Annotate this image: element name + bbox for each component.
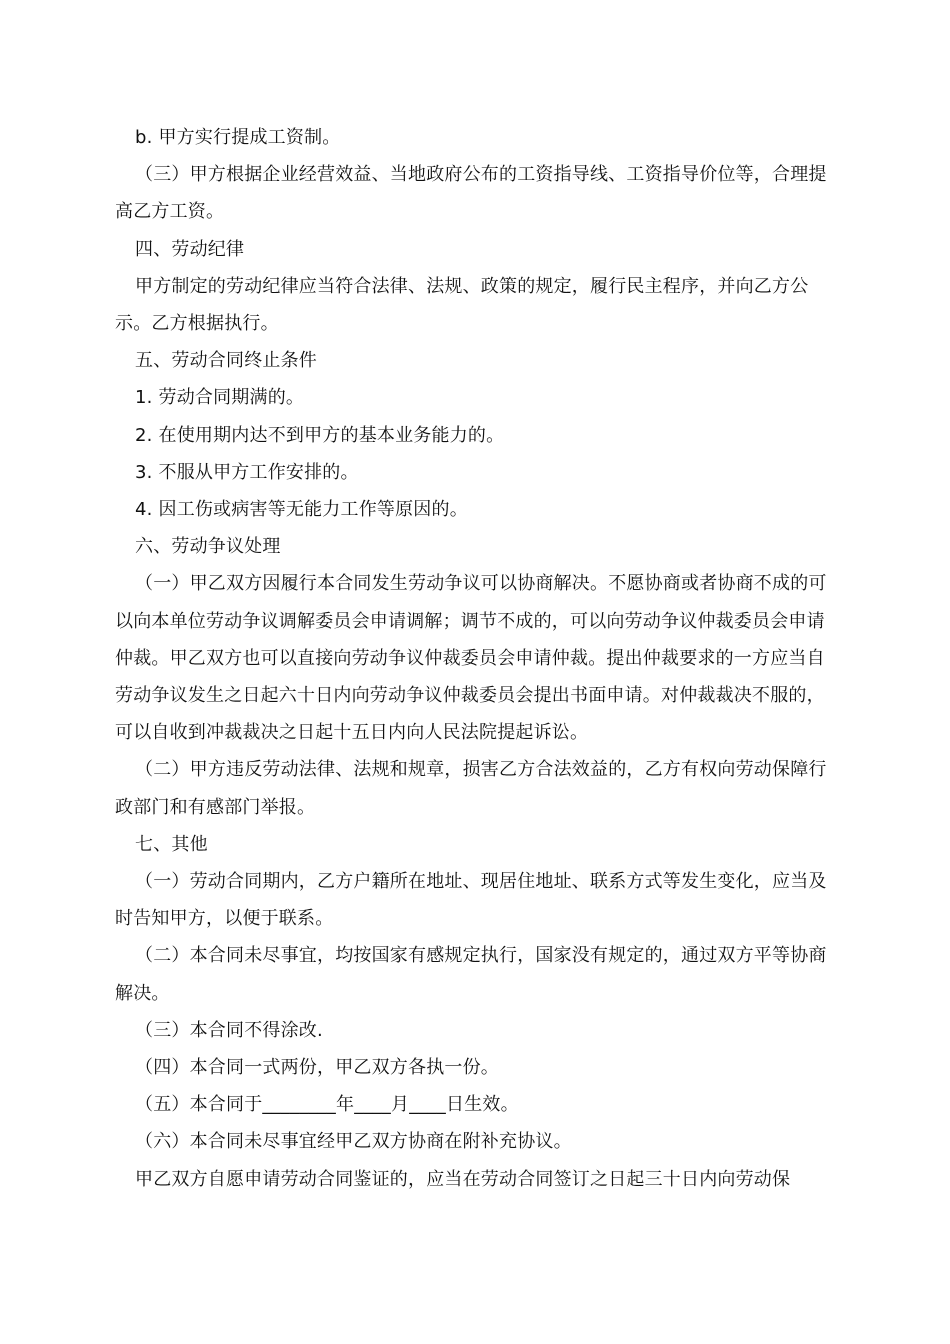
paragraph-other-6: （六）本合同未尽事宜经甲乙双方协商在附补充协议。 xyxy=(135,1131,572,1153)
list-item-termination-3: 3. 不服从甲方工作安排的。 xyxy=(135,461,359,483)
paragraph-contract-verification: 甲乙双方自愿申请劳动合同鉴证的，应当在劳动合同签订之日起三十日内向劳动保 xyxy=(135,1168,791,1190)
paragraph-dispute-resolution: （一）甲乙双方因履行本合同发生劳动争议可以协商解决。不愿协商或者协商不成的可以向本单位劳动争议调解委员会申请调解；调节不成的，可以向劳动争议仲裁委员会申请仲裁。甲乙双方也可以直接向劳动争议仲裁委员会申请仲裁。提出仲裁要求的一方应当自劳动争议发生之日起六十日内向劳动争议仲裁委员会提出书面申请。对仲裁裁决不服的，可以自收到冲裁裁决之日起十五日内向人民法院提起诉讼。 xyxy=(115,573,827,744)
list-item-termination-1: 1. 劳动合同期满的。 xyxy=(135,387,305,409)
paragraph-dispute-report: （二）甲方违反劳动法律、法规和规章，损害乙方合法效益的，乙方有权向劳动保障行政部门和有感部门举报。 xyxy=(115,759,827,818)
section-heading-dispute: 六、劳动争议处理 xyxy=(135,536,281,558)
paragraph-wage-increase: （三）甲方根据企业经营效益、当地政府公布的工资指导线、工资指导价位等，合理提高乙方工资。 xyxy=(115,164,827,223)
paragraph-other-5: （五）本合同于________年____月____日生效。 xyxy=(135,1094,519,1116)
section-heading-other: 七、其他 xyxy=(135,833,208,855)
list-item-termination-2: 2. 在使用期内达不到甲方的基本业务能力的。 xyxy=(135,424,505,446)
list-item-termination-4: 4. 因工伤或病害等无能力工作等原因的。 xyxy=(135,499,468,521)
paragraph-other-2: （二）本合同未尽事宜，均按国家有感规定执行，国家没有规定的，通过双方平等协商解决。 xyxy=(115,945,827,1004)
document-body xyxy=(115,119,835,1198)
section-heading-termination: 五、劳动合同终止条件 xyxy=(135,350,317,372)
section-heading-labor-discipline: 四、劳动纪律 xyxy=(135,238,245,260)
paragraph-labor-discipline: 甲方制定的劳动纪律应当符合法律、法规、政策的规定，履行民主程序，并向乙方公示。乙方根据执行。 xyxy=(115,275,809,335)
paragraph-other-1: （一）劳动合同期内，乙方户籍所在地址、现居住地址、联系方式等发生变化，应当及时告知甲方，以便于联系。 xyxy=(115,871,827,930)
paragraph-commission-wage: b. 甲方实行提成工资制。 xyxy=(135,127,341,148)
paragraph-other-3: （三）本合同不得涂改. xyxy=(135,1019,323,1041)
paragraph-other-4: （四）本合同一式两份，甲乙双方各执一份。 xyxy=(135,1057,499,1079)
